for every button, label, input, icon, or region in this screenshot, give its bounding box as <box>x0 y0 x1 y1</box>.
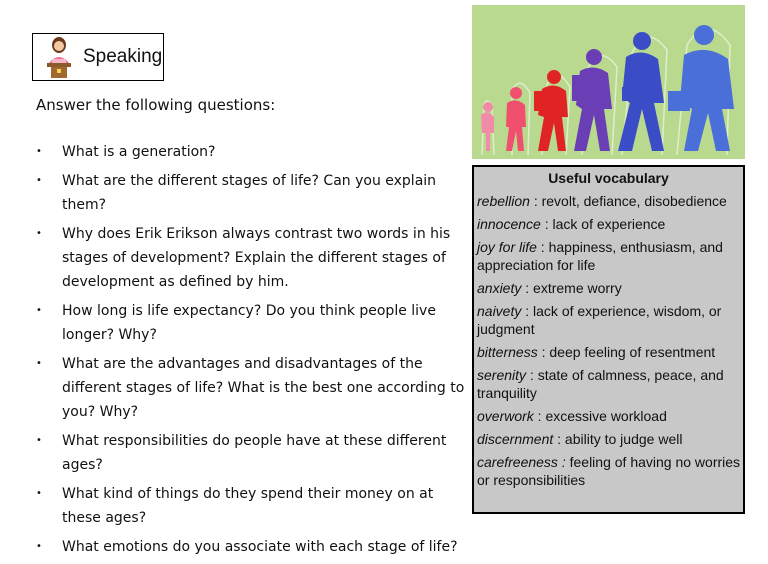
vocabulary-definition: : deep feeling of resentment <box>537 344 716 360</box>
vocabulary-term: carefreeness : <box>477 454 566 470</box>
question-text: What are the different stages of life? Can you explain them? <box>62 173 437 213</box>
vocabulary-item <box>477 453 741 489</box>
vocabulary-item <box>477 215 741 233</box>
vocabulary-title: Useful vocabulary <box>548 170 669 186</box>
bullet-icon: • <box>36 358 42 369</box>
vocabulary-item <box>477 279 741 297</box>
life-stages-silhouettes-icon <box>472 5 745 159</box>
vocabulary-definition: : lack of experience, wisdom, or judgment <box>477 303 722 337</box>
list-item <box>36 482 466 530</box>
vocabulary-item <box>477 366 741 402</box>
vocabulary-definition: : extreme worry <box>521 280 622 296</box>
bullet-icon: • <box>36 175 42 186</box>
vocabulary-definition: feeling of having no worries or responsibilities <box>477 454 741 488</box>
bullet-icon: • <box>36 228 42 239</box>
vocabulary-term: rebellion <box>477 193 530 209</box>
question-text: What responsibilities do people have at these different ages? <box>62 433 447 473</box>
vocabulary-term: bitterness <box>477 344 538 360</box>
question-text: How long is life expectancy? Do you think people live longer? Why? <box>62 303 436 343</box>
list-item <box>36 535 466 559</box>
vocabulary-definition: : state of calmness, peace, and tranquility <box>477 367 724 401</box>
vocabulary-item <box>477 192 741 210</box>
vocabulary-item <box>477 407 741 425</box>
bullet-icon: • <box>36 305 42 316</box>
vocabulary-term: serenity <box>477 367 527 383</box>
question-text: Why does Erik Erikson always contrast two words in his stages of development? Explain the different stages of development as defined by him. <box>62 226 451 290</box>
list-item <box>36 169 466 217</box>
vocabulary-item <box>477 430 741 448</box>
vocabulary-definition: : revolt, defiance, disobedience <box>529 193 727 209</box>
bullet-icon: • <box>36 541 42 552</box>
vocabulary-item <box>477 343 741 361</box>
list-item <box>36 352 466 424</box>
vocabulary-definition: : lack of experience <box>540 216 666 232</box>
vocabulary-term: innocence <box>477 216 541 232</box>
bullet-icon: • <box>36 146 42 157</box>
question-text: What is a generation? <box>62 144 216 160</box>
list-item <box>36 429 466 477</box>
vocabulary-list <box>474 192 743 489</box>
vocabulary-term: naivety <box>477 303 522 319</box>
vocabulary-box <box>472 165 745 514</box>
question-list <box>36 140 466 564</box>
vocabulary-term: joy for life <box>477 239 537 255</box>
speaker-at-podium-icon <box>39 35 79 79</box>
vocabulary-term: overwork <box>477 408 534 424</box>
list-item <box>36 140 466 164</box>
list-item <box>36 299 466 347</box>
vocabulary-item <box>477 302 741 338</box>
speaking-header <box>32 33 164 81</box>
bullet-icon: • <box>36 488 42 499</box>
vocabulary-term: discernment <box>477 431 554 447</box>
bullet-icon: • <box>36 435 42 446</box>
list-item <box>36 222 466 294</box>
vocabulary-definition: : ability to judge well <box>553 431 683 447</box>
vocabulary-definition: : happiness, enthusiasm, and appreciation for life <box>477 239 723 273</box>
question-text: What emotions do you associate with each stage of life? <box>62 539 458 555</box>
question-text: What kind of things do they spend their money on at these ages? <box>62 486 434 526</box>
instructions-text: Answer the following questions: <box>36 96 276 114</box>
vocabulary-definition: : excessive workload <box>533 408 667 424</box>
vocabulary-term: anxiety <box>477 280 522 296</box>
question-text: What are the advantages and disadvantages of the different stages of life? What is the best one according to you? Why? <box>62 356 465 420</box>
speaking-title: Speaking <box>83 46 163 67</box>
life-stages-illustration <box>472 5 745 159</box>
vocabulary-item <box>477 238 741 274</box>
